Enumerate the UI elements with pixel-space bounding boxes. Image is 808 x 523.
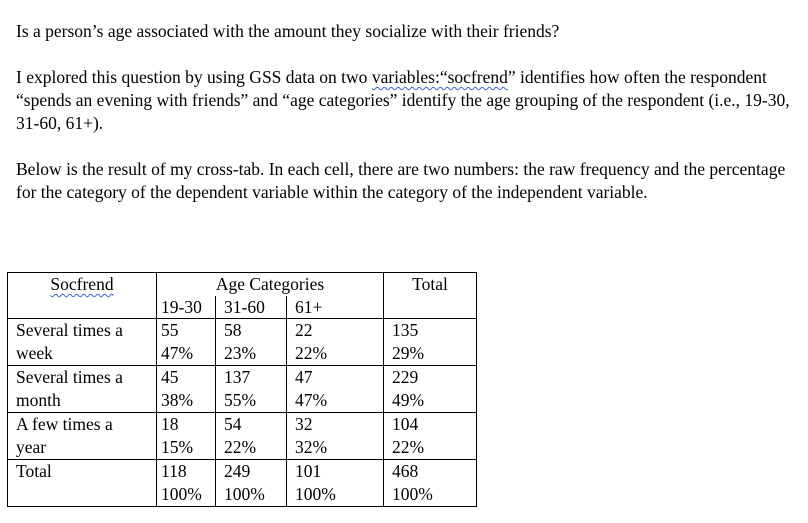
- table-cell: 249 100%: [216, 460, 287, 507]
- method-text-2: ” identifies how often the respondent “spends an evening with friends” and “age categories” identify the age grouping of the respondent (i.e., 19-30, 31-60, 61+).: [16, 67, 790, 133]
- column-variable-header: Age Categories: [157, 273, 384, 296]
- method-paragraph: [16, 66, 796, 135]
- table-cell: 58 23%: [216, 319, 287, 366]
- table-cell: 137 55%: [216, 366, 287, 413]
- table-cell: 22 22%: [287, 319, 384, 366]
- table-cell: 55 47%: [157, 319, 216, 366]
- table-row: [8, 366, 477, 413]
- table-cell: 54 22%: [216, 413, 287, 460]
- table-cell: 47 47%: [287, 366, 384, 413]
- row-label: Total: [8, 460, 157, 507]
- row-label: Several times a month: [8, 366, 157, 413]
- total-header: Total: [384, 273, 477, 296]
- table-cell: 101 100%: [287, 460, 384, 507]
- table-cell: 45 38%: [157, 366, 216, 413]
- method-text-1: I explored this question by using GSS data on two: [16, 67, 372, 87]
- row-total-cell: 229 49%: [384, 366, 477, 413]
- age-group-header: 31-60: [216, 296, 287, 319]
- table-cell: 118 100%: [157, 460, 216, 507]
- header-row-2: [8, 296, 477, 319]
- totals-row: [8, 460, 477, 507]
- row-total-cell: 135 29%: [384, 319, 477, 366]
- age-group-header: 19-30: [157, 296, 216, 319]
- table-row: [8, 319, 477, 366]
- spellcheck-flagged-word: variables:“socfrend: [371, 67, 508, 87]
- table-cell: 18 15%: [157, 413, 216, 460]
- row-label: Several times a week: [8, 319, 157, 366]
- header-row-1: [8, 273, 477, 296]
- research-question: Is a person’s age associated with the amount they socialize with their friends?: [16, 21, 560, 41]
- row-total-cell: 104 22%: [384, 413, 477, 460]
- row-variable-header: Socfrend: [8, 273, 157, 296]
- row-label: A few times a year: [8, 413, 157, 460]
- grand-total-cell: 468 100%: [384, 460, 477, 507]
- table-row: [8, 413, 477, 460]
- table-cell: 32 32%: [287, 413, 384, 460]
- crosstab-table: [7, 272, 477, 507]
- age-group-header: 61+: [287, 296, 384, 319]
- crosstab-description: Below is the result of my cross-tab. In each cell, there are two numbers: the raw frequency and the percentage for the category of the dependent variable within the category of the independent variable.: [16, 159, 786, 202]
